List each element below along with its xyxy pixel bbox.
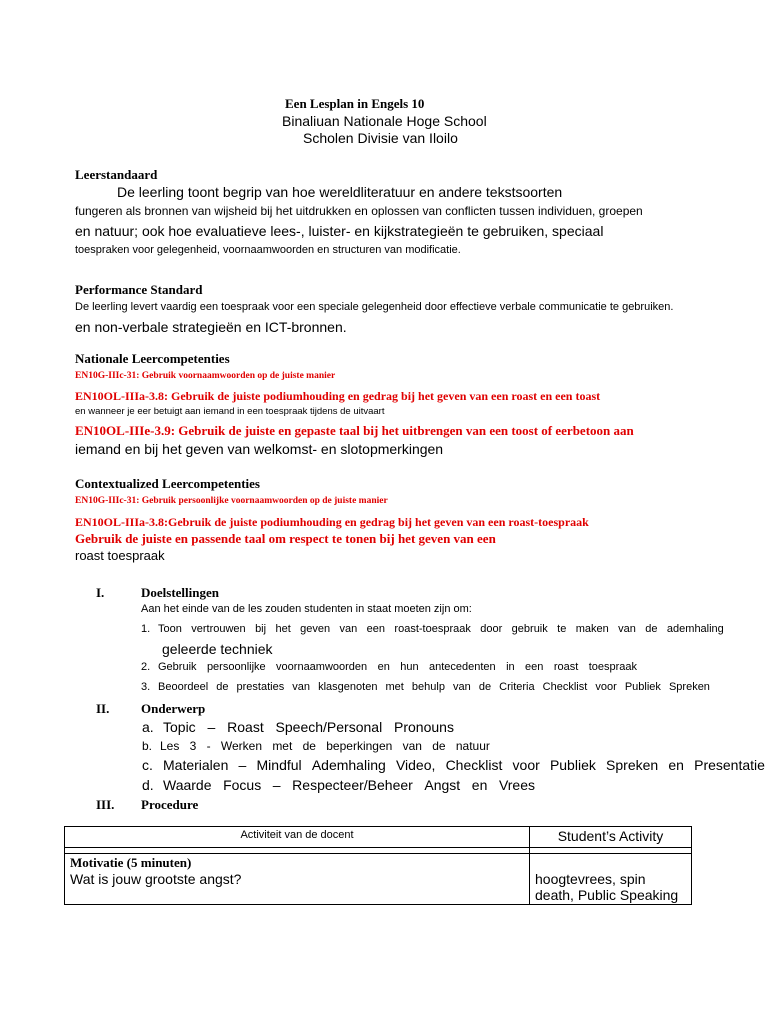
word: van: [453, 681, 471, 693]
word: maken: [575, 623, 609, 635]
student-answer-line-1: hoogtevrees, spin: [535, 871, 646, 887]
word: Vrees: [498, 777, 535, 793]
subject-a: [163, 719, 454, 735]
performance-line-1: De leerling levert vaardig een toespraak voor een speciale gelegenheid door effectieve verbale communicatie te gebruiken.: [75, 301, 674, 313]
word: hun: [400, 661, 419, 673]
leerstandaard-heading: Leerstandaard: [75, 167, 158, 182]
word: natuur: [455, 739, 490, 753]
word: roast-toespraak: [394, 623, 471, 635]
word: een: [525, 661, 544, 673]
word: voor: [512, 757, 540, 773]
contextualized-competency-3: Gebruik de juiste en passende taal om respect te tonen bij het geven van een: [75, 531, 496, 546]
section-numeral-iii: III.: [96, 797, 115, 812]
word: Spreken: [606, 757, 659, 773]
procedure-heading: Procedure: [141, 797, 199, 812]
procedure-table: [64, 826, 692, 905]
doelstellingen-intro: Aan het einde van de les zouden studenten in staat moeten zijn om:: [141, 603, 472, 615]
objective-number: 3.: [141, 681, 151, 693]
word: van: [339, 623, 358, 635]
motivatie-title: Motivatie (5 minuten): [70, 855, 192, 870]
school-name: Binaliuan Nationale Hoge School: [282, 113, 487, 129]
word: de: [478, 681, 492, 693]
word: 3: [189, 739, 197, 753]
word: Checklist: [445, 757, 503, 773]
word: Focus: [223, 777, 262, 793]
onderwerp-heading: Onderwerp: [141, 701, 206, 716]
word: Toon: [158, 623, 182, 635]
word: bij: [255, 623, 267, 635]
word: –: [207, 719, 216, 735]
subject-letter: b.: [142, 739, 153, 753]
word: Criteria: [499, 681, 535, 693]
nationale-competency-3-cont: iemand en bij het geven van welkomst- en slotopmerkingen: [75, 441, 444, 457]
table-row: [65, 854, 692, 905]
motivatie-question: Wat is jouw grootste angst?: [70, 871, 242, 887]
nationale-competency-1: EN10G-IIIc-31: Gebruik voornaamwoorden op de juiste manier: [75, 371, 336, 381]
section-numeral-i: I.: [96, 585, 105, 600]
word: Checklist: [542, 681, 588, 693]
performance-heading: Performance Standard: [75, 282, 203, 297]
nationale-competency-2-cont: en wanneer je eer betuigt aan iemand in een toespraak tijdens de uitvaart: [75, 406, 385, 417]
word: te: [557, 623, 567, 635]
word: geven: [300, 623, 331, 635]
student-activity-cell: [530, 854, 692, 905]
word: Respecteer/Beheer: [292, 777, 413, 793]
word: van: [618, 623, 636, 635]
word: Publiek: [549, 757, 596, 773]
doelstellingen-heading: Doelstellingen: [141, 585, 219, 600]
word: vertrouwen: [191, 623, 246, 635]
word: van: [292, 681, 311, 693]
contextualized-competency-3-cont: roast toespraak: [75, 548, 165, 563]
teacher-activity-cell: [65, 854, 530, 905]
word: -: [206, 739, 211, 753]
word: Mindful: [256, 757, 302, 773]
nationale-competency-3: EN10OL-IIIe-3.9: Gebruik de juiste en gepaste taal bij het uitbrengen van een toost of eerbetoon aan: [75, 423, 634, 438]
word: Speech/Personal: [275, 719, 383, 735]
word: behulp: [411, 681, 445, 693]
word: Les: [160, 739, 180, 753]
word: Gebruik: [158, 661, 197, 673]
contextualized-heading: Contextualized Leercompetenties: [75, 476, 260, 491]
word: klasgenoten: [318, 681, 378, 693]
word: Ademhaling: [311, 757, 386, 773]
word: de: [645, 623, 658, 635]
word: de: [432, 739, 446, 753]
word: Beoordeel: [158, 681, 209, 693]
word: Topic: [163, 719, 196, 735]
teacher-activity-header: Activiteit van de docent: [65, 827, 530, 848]
objective-2: [158, 661, 637, 673]
subject-letter: a.: [142, 719, 154, 735]
subject-c: [163, 757, 765, 773]
word: Werken: [220, 739, 263, 753]
word: persoonlijke: [206, 661, 266, 673]
student-activity-header: Student’s Activity: [530, 827, 692, 848]
section-numeral-ii: II.: [96, 701, 110, 716]
objective-1: [158, 623, 724, 635]
word: prestaties: [236, 681, 285, 693]
table-header-row: [65, 827, 692, 848]
word: met: [272, 739, 293, 753]
word: van: [402, 739, 422, 753]
subject-b: [160, 739, 490, 753]
leerstandaard-line-2: fungeren als bronnen van wijsheid bij het uitdrukken en oplossen van conflicten tussen individuen, groepen: [75, 204, 643, 218]
word: in: [506, 661, 515, 673]
word: –: [238, 757, 247, 773]
contextualized-competency-1: EN10G-IIIc-31: Gebruik persoonlijke voornaamwoorden op de juiste manier: [75, 496, 388, 506]
subject-d: [163, 777, 535, 793]
subject-letter: d.: [142, 777, 154, 793]
nationale-competency-2: EN10OL-IIIa-3.8: Gebruik de juiste podiumhouding en gedrag bij het geven van een roast en een toast: [75, 389, 601, 403]
word: het: [275, 623, 291, 635]
word: beperkingen: [326, 739, 393, 753]
objective-number: 2.: [141, 661, 151, 673]
word: voornaamwoorden: [276, 661, 368, 673]
word: voor: [595, 681, 617, 693]
contextualized-competency-2: EN10OL-IIIa-3.8:Gebruik de juiste podiumhouding en gedrag bij het geven van een roast-toespraak: [75, 515, 589, 529]
word: een: [366, 623, 386, 635]
performance-line-2: en non-verbale strategieën en ICT-bronnen.: [75, 319, 347, 335]
word: toespraak: [588, 661, 637, 673]
word: –: [272, 777, 281, 793]
word: en: [377, 661, 390, 673]
leerstandaard-line-1: De leerling toont begrip van hoe wereldliteratuur en andere tekstsoorten: [117, 184, 563, 200]
nationale-heading: Nationale Leercompetenties: [75, 351, 230, 366]
word: roast: [553, 661, 579, 673]
objective-3: [158, 681, 710, 693]
leerstandaard-line-3: en natuur; ook hoe evaluatieve lees-, luister- en kijkstrategieën te gebruiken, speciaal: [75, 223, 604, 239]
word: ademhaling: [666, 623, 724, 635]
division-name: Scholen Divisie van Iloilo: [303, 130, 458, 146]
word: en: [668, 757, 684, 773]
objective-number: 1.: [141, 623, 151, 635]
word: Angst: [424, 777, 461, 793]
word: Waarde: [163, 777, 212, 793]
objective-1-cont: geleerde techniek: [162, 641, 273, 657]
word: met: [385, 681, 404, 693]
word: Publiek: [624, 681, 661, 693]
word: gebruik: [511, 623, 548, 635]
word: Materialen: [163, 757, 229, 773]
word: Presentatie: [694, 757, 765, 773]
word: Pronouns: [394, 719, 454, 735]
document-title: Een Lesplan in Engels 10: [285, 96, 425, 111]
word: en: [471, 777, 488, 793]
leerstandaard-line-4: toespraken voor gelegenheid, voornaamwoorden en structuren van modificatie.: [75, 244, 461, 256]
subject-letter: c.: [142, 757, 153, 773]
word: de: [216, 681, 229, 693]
word: door: [480, 623, 503, 635]
word: Roast: [227, 719, 264, 735]
student-answer-line-2: death, Public Speaking: [535, 887, 679, 903]
word: de: [302, 739, 316, 753]
word: Spreken: [668, 681, 710, 693]
word: antecedenten: [429, 661, 496, 673]
word: Video,: [395, 757, 436, 773]
